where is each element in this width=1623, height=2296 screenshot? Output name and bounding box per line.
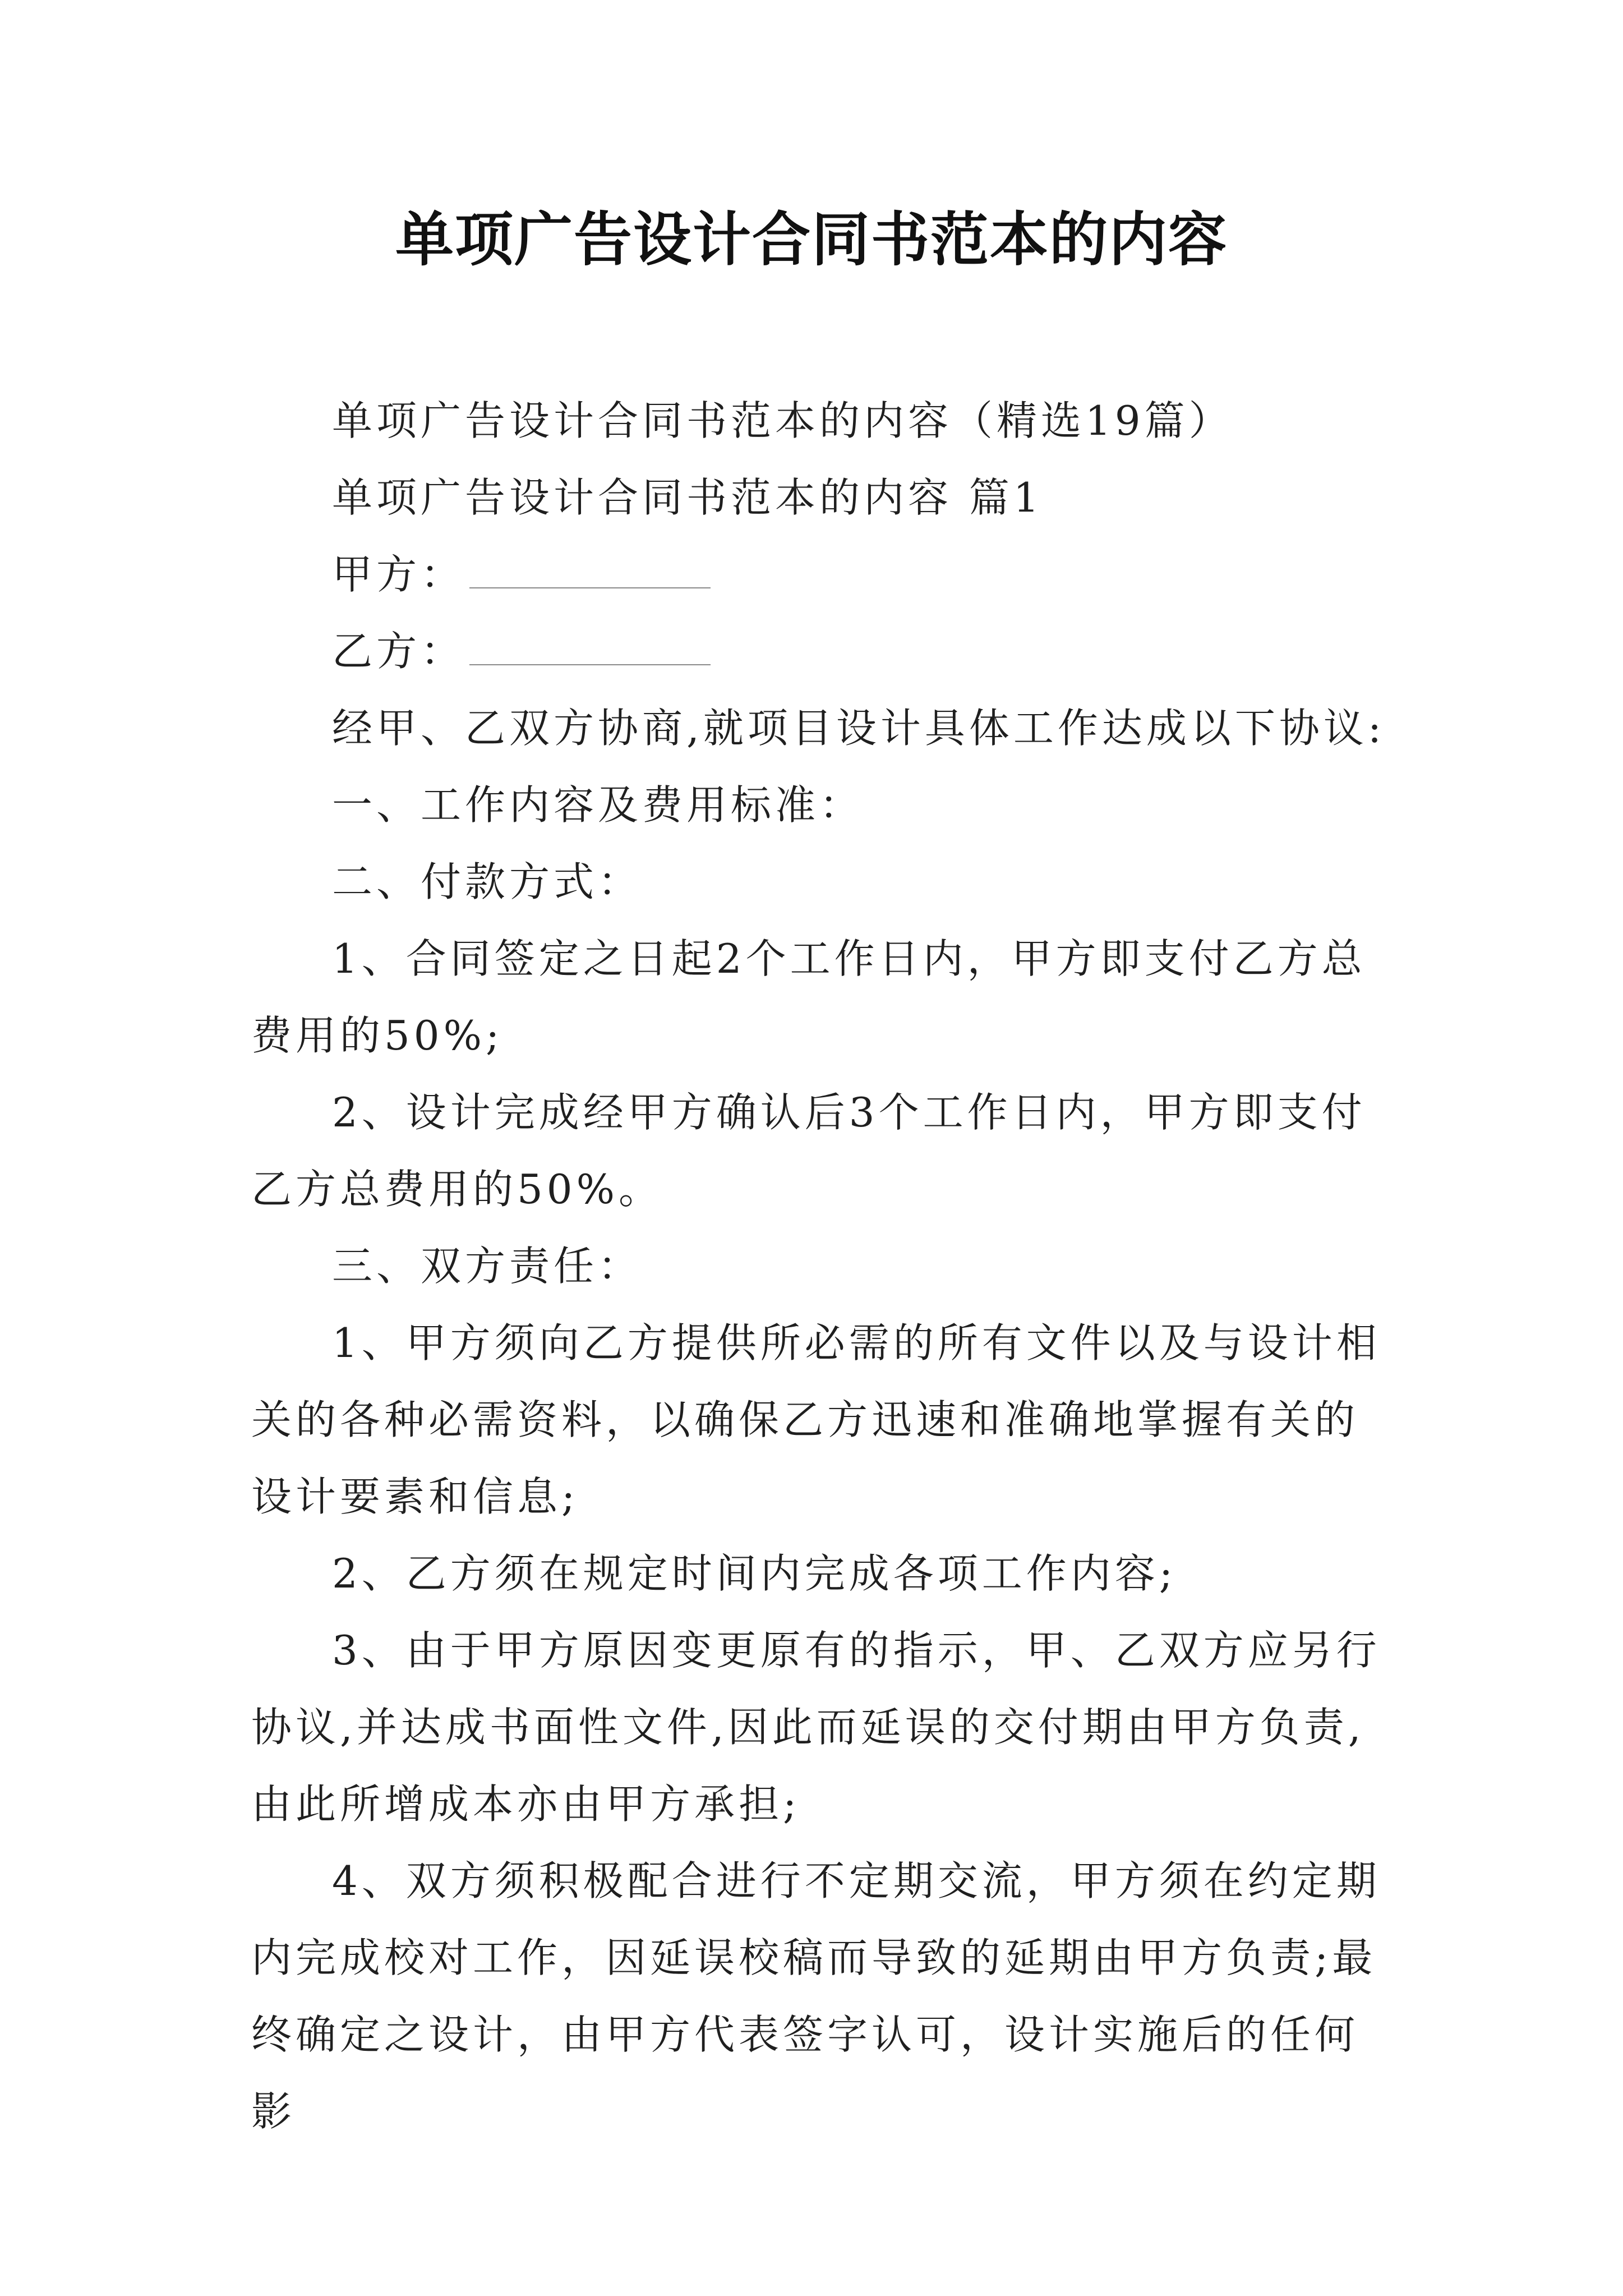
intro-paragraph: 经甲、乙双方协商,就项目设计具体工作达成以下协议: [332, 705, 1386, 752]
duty-4: 4、双方须积极配合进行不定期交流，甲方须在约定期内完成校对工作，因延误校稿而导致的延期由甲方负责;最终确定之设计，由甲方代表签字认可，设计实施后的任何影 [251, 1857, 1381, 2135]
party-a-label: 甲方： [332, 551, 465, 598]
payment-term-1: 1、合同签定之日起2个工作日内，甲方即支付乙方总费用的50%; [251, 935, 1366, 1059]
party-b-line [251, 613, 1392, 690]
document-body [251, 383, 1392, 2150]
section-heading: 单项广告设计合同书范本的内容 篇1 [332, 474, 1043, 521]
clause-1-heading: 一、工作内容及费用标准： [332, 781, 864, 829]
document-subtitle: 单项广告设计合同书范本的内容（精选19篇） [332, 397, 1233, 444]
duty-3: 3、由于甲方原因变更原有的指示，甲、乙双方应另行协议,并达成书面性文件,因此而延误的交付期由甲方负责,由此所增成本亦由甲方承担; [251, 1627, 1381, 1828]
party-a-blank [469, 551, 711, 588]
party-b-blank [469, 628, 711, 665]
clause-2-heading: 二、付款方式： [332, 858, 643, 905]
duty-1: 1、甲方须向乙方提供所必需的所有文件以及与设计相关的各种必需资料，以确保乙方迅速和准确地掌握有关的设计要素和信息; [251, 1319, 1381, 1520]
party-a-line [251, 536, 1392, 613]
payment-term-2: 2、设计完成经甲方确认后3个工作日内，甲方即支付乙方总费用的50%。 [251, 1089, 1366, 1213]
party-b-label: 乙方： [332, 628, 465, 675]
clause-3-heading: 三、双方责任： [332, 1243, 643, 1290]
document-title: 单项广告设计合同书范本的内容 [395, 205, 1228, 274]
duty-2: 2、乙方须在规定时间内完成各项工作内容; [332, 1550, 1177, 1597]
